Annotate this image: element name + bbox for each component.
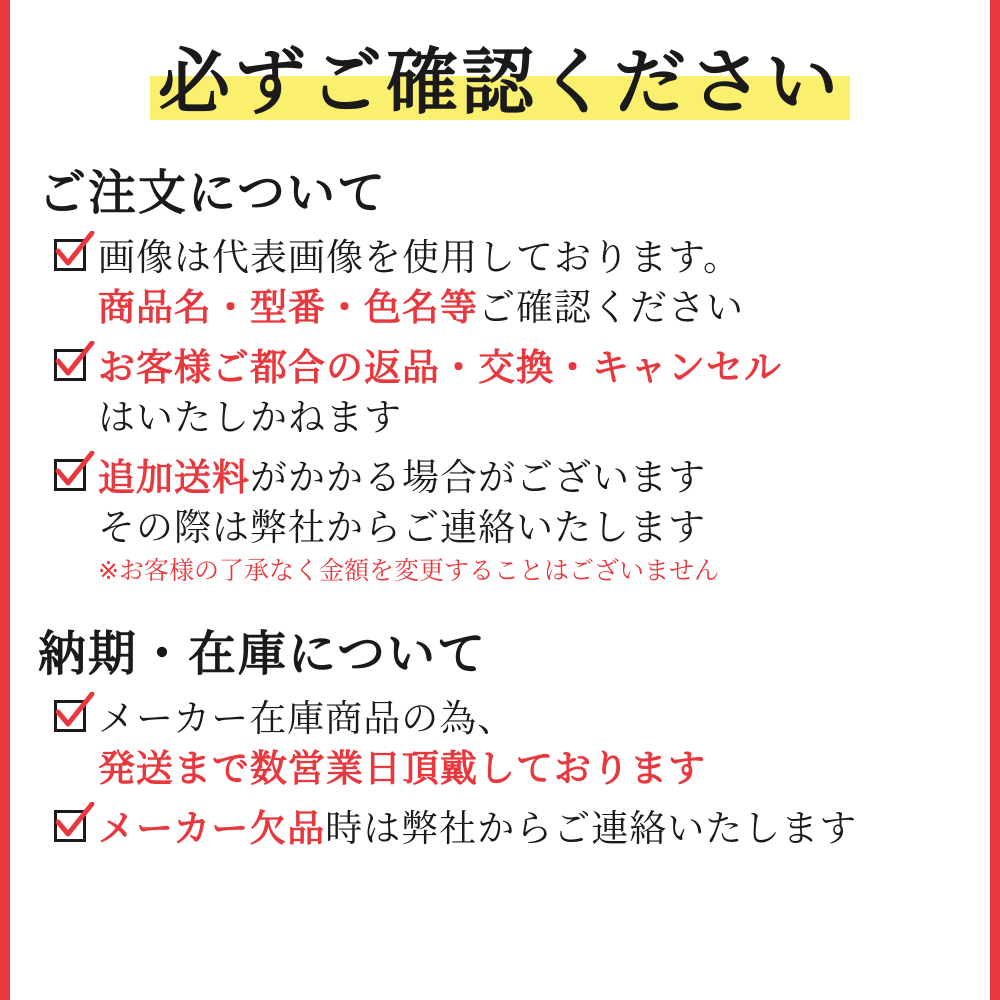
- list-item-line-black: がかかる場合がございます: [250, 456, 706, 499]
- list-item: [54, 233, 990, 333]
- list-item-line: [98, 804, 990, 854]
- list-item-note: ※お客様の了承なく金額を変更することはございません: [98, 556, 719, 585]
- list-item-line: [98, 453, 990, 503]
- checkbox-checked-icon: [54, 810, 92, 848]
- list-item-line-black: ご確認ください: [478, 286, 744, 329]
- list-item-line: メーカー在庫商品の為、: [98, 697, 516, 740]
- section-heading-delivery-stock: 納期・在庫について: [38, 626, 488, 682]
- list-item-line: はいたしかねます: [98, 396, 402, 439]
- list-item-line-red: 追加送料: [98, 456, 250, 499]
- list-item-line: 発送まで数営業日頂戴しております: [98, 747, 706, 790]
- list-item: [54, 453, 990, 589]
- list-item-line: [98, 283, 990, 333]
- checkbox-checked-icon: [54, 239, 92, 277]
- checkbox-checked-icon: [54, 349, 92, 387]
- left-red-edge-bar: [0, 0, 10, 1000]
- notice-page: [10, 0, 990, 1000]
- list-item: [54, 343, 990, 443]
- list-item-line-red: 商品名・型番・色名等: [98, 286, 478, 329]
- list-item-line: その際は弊社からご連絡いたします: [98, 506, 706, 549]
- list-item: [54, 804, 990, 854]
- checkbox-checked-icon: [54, 700, 92, 738]
- page-title: [10, 34, 990, 130]
- right-red-edge-bar: [990, 0, 1000, 1000]
- checkbox-checked-icon: [54, 459, 92, 497]
- section-heading-orders: ご注文について: [38, 165, 388, 221]
- page-title-text: 必ずご確認ください: [157, 40, 842, 124]
- list-item: [54, 694, 990, 794]
- list-item-line: 画像は代表画像を使用しております。: [98, 236, 742, 279]
- list-item-line-black: 時は弊社からご連絡いたします: [325, 807, 858, 850]
- list-item-line: お客様ご都合の返品・交換・キャンセル: [98, 346, 782, 389]
- list-item-line-red: メーカー欠品: [98, 807, 326, 850]
